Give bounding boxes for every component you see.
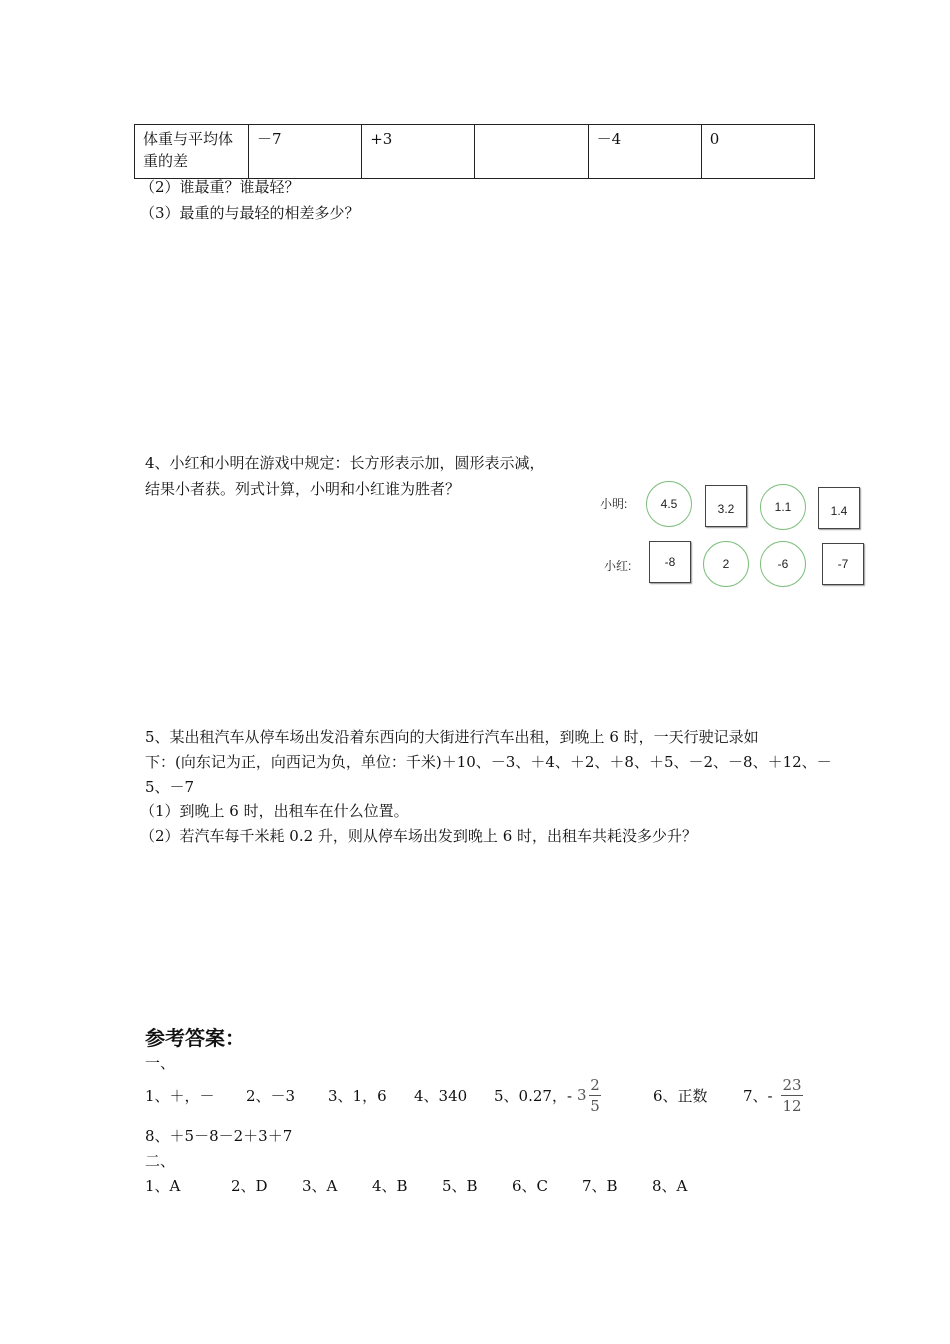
answers-section-2: 二、 <box>145 1152 176 1170</box>
table-cell: －4 <box>588 125 701 179</box>
xiaohong-square-1: -8 <box>649 541 691 583</box>
table-cell: 0 <box>701 125 814 179</box>
q5-text-line3: 5、－7 <box>145 778 195 796</box>
mc-answer-1: 1、A <box>145 1177 181 1195</box>
fraction-bar <box>589 1095 601 1096</box>
xiaohong-circle-2: -6 <box>760 541 806 587</box>
weight-difference-table <box>134 124 815 179</box>
mc-answer-8: 8、A <box>652 1177 688 1195</box>
q5-text-line1: 5、某出租汽车从停车场出发沿着东西向的大街进行汽车出租，到晚上 6 时，一天行驶记录如 <box>145 728 759 746</box>
xiaoming-label: 小明: <box>600 497 628 511</box>
fraction-denominator: 12 <box>782 1097 802 1115</box>
q4-text-line1: 4、小红和小明在游戏中规定：长方形表示加，圆形表示减， <box>145 454 545 472</box>
xiaohong-label: 小红: <box>604 559 632 573</box>
mc-answer-7: 7、B <box>582 1177 618 1195</box>
q3-part-3: （3）最重的与最轻的相差多少？ <box>140 204 360 222</box>
fraction-bar <box>781 1095 803 1096</box>
xiaoming-circle-1: 4.5 <box>646 481 692 527</box>
xiaohong-square-2: -7 <box>822 543 864 585</box>
answer-7-fraction <box>781 1076 803 1115</box>
mc-answer-5: 5、B <box>442 1177 478 1195</box>
answer-3: 3、1，6 <box>328 1087 387 1105</box>
q5-text-line2: 下：(向东记为正，向西记为负，单位：千米)＋10、－3、＋4、＋2、＋8、＋5、－2、－8、＋12、－ <box>145 753 832 771</box>
answer-1: 1、＋，－ <box>145 1087 215 1105</box>
table-cell <box>475 125 588 179</box>
answer-5-whole: 3 <box>577 1086 587 1104</box>
fraction-numerator: 2 <box>590 1076 600 1094</box>
answer-4: 4、340 <box>414 1087 468 1105</box>
xiaoming-square-2: 1.4 <box>818 487 860 529</box>
q3-part-2: （2）谁最重？谁最轻？ <box>140 178 300 196</box>
fraction-numerator: 23 <box>782 1076 802 1094</box>
q5-part-2: （2）若汽车每千米耗 0.2 升，则从停车场出发到晚上 6 时，出租车共耗没多少升？ <box>140 827 698 845</box>
table-cell: +3 <box>362 125 475 179</box>
mc-answer-6: 6、C <box>512 1177 549 1195</box>
answer-2: 2、－3 <box>246 1087 296 1105</box>
fraction-denominator: 5 <box>590 1097 600 1115</box>
answer-7-prefix: 7、- <box>743 1087 773 1105</box>
answer-5-fraction <box>589 1076 601 1115</box>
answer-5-prefix: 5、0.27，- <box>494 1087 573 1105</box>
table-row <box>135 125 815 179</box>
answers-section-1: 一、 <box>145 1054 176 1072</box>
answer-8: 8、＋5－8－2＋3＋7 <box>145 1127 293 1145</box>
table-row-label: 体重与平均体重的差 <box>135 125 249 179</box>
q4-text-line2: 结果小者获。列式计算，小明和小红谁为胜者？ <box>145 480 461 498</box>
answers-title: 参考答案： <box>145 1026 245 1050</box>
xiaohong-circle-1: 2 <box>703 541 749 587</box>
mc-answer-4: 4、B <box>372 1177 408 1195</box>
mc-answer-2: 2、D <box>231 1177 268 1195</box>
mc-answer-3: 3、A <box>302 1177 338 1195</box>
xiaoming-square-1: 3.2 <box>705 485 747 527</box>
answer-6: 6、正数 <box>653 1087 708 1105</box>
xiaoming-circle-2: 1.1 <box>760 484 806 530</box>
q5-part-1: （1）到晚上 6 时，出租车在什么位置。 <box>140 802 409 820</box>
table-cell: －7 <box>249 125 362 179</box>
